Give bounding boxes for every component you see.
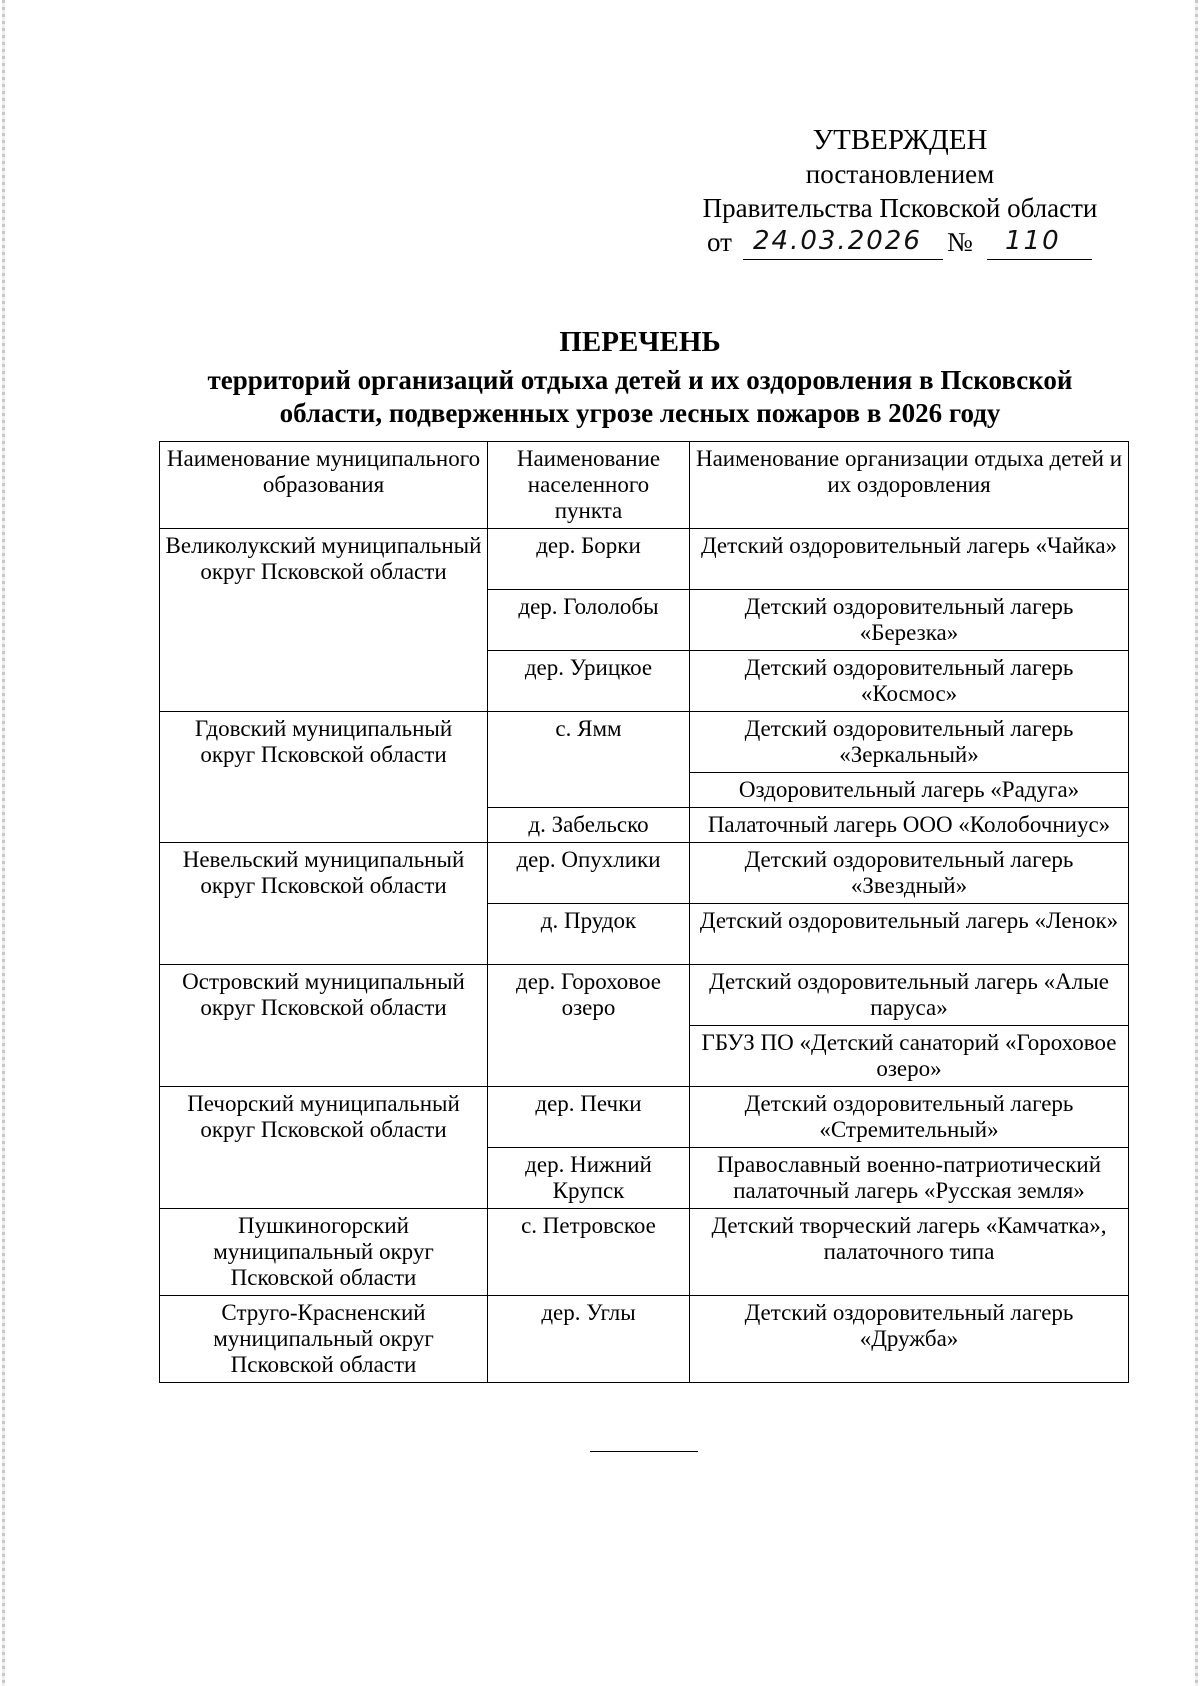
table-row [160, 843, 1129, 904]
table-row [160, 965, 1129, 1026]
handwritten-number: 110 [1005, 226, 1061, 256]
organization-cell: Детский оздоровительный лагерь «Чайка» [690, 529, 1129, 590]
municipality-cell: Невельский муниципальный округ Псковской области [160, 843, 488, 965]
organization-cell: Детский оздоровительный лагерь «Алые паруса» [690, 965, 1129, 1026]
settlement-cell: с. Петровское [488, 1209, 690, 1296]
approval-block [670, 123, 1130, 259]
settlement-cell: дер. Гороховое озеро [488, 965, 690, 1087]
scan-edge-right [1195, 0, 1198, 1686]
organization-cell: Детский оздоровительный лагерь «Звездный» [690, 843, 1129, 904]
document-title: ПЕРЕЧЕНЬ [559, 326, 721, 358]
settlement-cell: дер. Нижний Крупск [488, 1148, 690, 1209]
table-row [160, 1296, 1129, 1383]
document-subtitle-line1: территорий организаций отдыха детей и их оздоровления в Псковской [207, 365, 1073, 395]
organization-cell: Детский оздоровительный лагерь «Березка» [690, 590, 1129, 651]
table-row [160, 712, 1129, 773]
organization-cell: ГБУЗ ПО «Детский санаторий «Гороховое озеро» [690, 1026, 1129, 1087]
approval-line-resolution: постановлением [805, 159, 995, 189]
municipality-cell: Великолукский муниципальный округ Псковской области [160, 529, 488, 712]
table-row [160, 529, 1129, 590]
handwritten-date: 24.03.2026 [753, 226, 922, 256]
municipality-cell: Пушкиногорский муниципальный округ Псковской области [160, 1209, 488, 1296]
table-header-row [160, 442, 1129, 529]
municipality-cell: Островский муниципальный округ Псковской области [160, 965, 488, 1087]
organization-cell: Детский оздоровительный лагерь «Дружба» [690, 1296, 1129, 1383]
approval-line-government: Правительства Псковской области [702, 193, 1098, 223]
table-row [160, 1087, 1129, 1148]
date-prefix: от [707, 227, 732, 257]
settlement-cell: с. Ямм [488, 712, 690, 808]
approval-date-line [707, 225, 1130, 259]
settlement-cell: дер. Борки [488, 529, 690, 590]
municipality-cell: Гдовский муниципальный округ Псковской области [160, 712, 488, 843]
organization-cell: Детский оздоровительный лагерь «Стремительный» [690, 1087, 1129, 1148]
settlement-cell: дер. Урицкое [488, 651, 690, 712]
organization-cell: Детский оздоровительный лагерь «Ленок» [690, 904, 1129, 965]
organization-cell: Православный военно-патриотический палаточный лагерь «Русская земля» [690, 1148, 1129, 1209]
header-settlement: Наименование населенного пункта [488, 442, 690, 529]
header-municipality: Наименование муниципального образования [160, 442, 488, 529]
settlement-cell: д. Прудок [488, 904, 690, 965]
settlement-cell: дер. Печки [488, 1087, 690, 1148]
header-organization: Наименование организации отдыха детей и их оздоровления [690, 442, 1129, 529]
settlement-cell: дер. Углы [488, 1296, 690, 1383]
municipality-cell: Струго-Красненский муниципальный округ Псковской области [160, 1296, 488, 1383]
settlement-cell: д. Забельско [488, 808, 690, 843]
date-field [743, 225, 943, 260]
number-field [987, 225, 1092, 260]
organization-cell: Детский оздоровительный лагерь «Космос» [690, 651, 1129, 712]
settlement-cell: дер. Гололобы [488, 590, 690, 651]
approval-title: УТВЕРЖДЕН [812, 124, 988, 156]
organization-cell: Детский творческий лагерь «Камчатка», палаточного типа [690, 1209, 1129, 1296]
number-sign: № [947, 227, 973, 257]
organization-cell: Оздоровительный лагерь «Радуга» [690, 773, 1129, 808]
document-heading [160, 326, 1120, 430]
organization-cell: Палаточный лагерь ООО «Колобочниус» [690, 808, 1129, 843]
scan-edge-left [2, 0, 5, 1686]
table-row [160, 1209, 1129, 1296]
settlement-cell: дер. Опухлики [488, 843, 690, 904]
municipality-cell: Печорский муниципальный округ Псковской области [160, 1087, 488, 1209]
document-subtitle-line2: области, подверженных угрозе лесных пожаров в 2026 году [279, 398, 1001, 428]
camps-table [159, 441, 1129, 1383]
organization-cell: Детский оздоровительный лагерь «Зеркальный» [690, 712, 1129, 773]
end-of-document-rule [590, 1451, 698, 1452]
